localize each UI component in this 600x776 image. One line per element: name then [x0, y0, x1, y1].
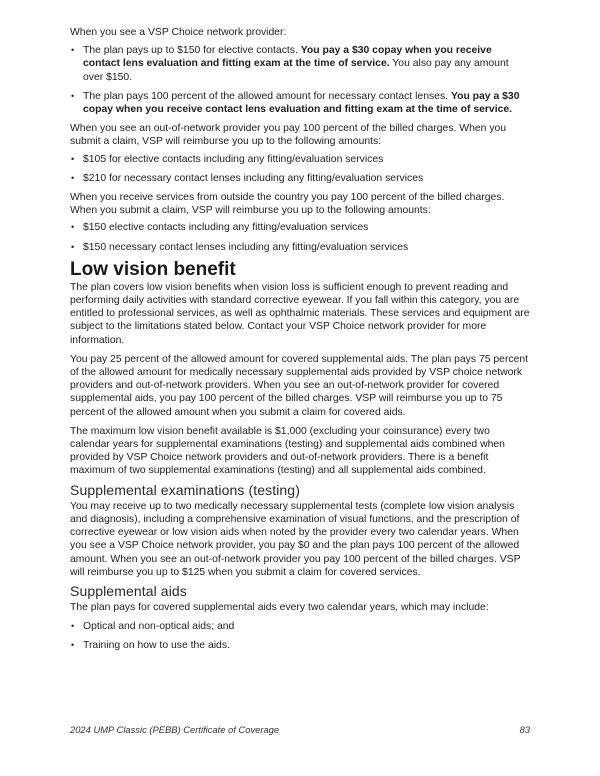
network-bullet-list [70, 44, 530, 116]
list-item: • Training on how to use the aids. [70, 639, 530, 652]
supplemental-aids-paragraph: The plan pays for covered supplemental aids every two calendar years, which may include: [70, 601, 489, 613]
list-item: • $210 for necessary contact lenses including any fitting/evaluation services [70, 172, 530, 185]
page-footer [70, 724, 530, 735]
low-vision-paragraph: The maximum low vision benefit available is $1,000 (excluding your coinsurance) every two calendar years for supplemental examinations (testing) and supplemental aids combined when provided by VSP Choice network providers and out-of-network providers. There is a benefit maximum of two supplemental examinations (testing) and all supplemental aids combined. [70, 425, 505, 477]
outside-country-intro: When you receive services from outside the country you pay 100 percent of the billed charges. When you submit a claim, VSP will reimburse you up to the following amounts: [70, 192, 505, 217]
list-item: • The plan pays 100 percent of the allowed amount for necessary contact lenses. You pay a $30 copay when you receive contact lens evaluation and fitting exam at the time of service. [70, 90, 530, 116]
supplemental-exams-paragraph: You may receive up to two medically necessary supplemental tests (complete low vision analysis and diagnosis), including a comprehensive examination of visual functions, and the prescription of corrective eyewear or low vision aids when noted by the provider every two calendar years. When you see a VSP Choice network provider, you pay $0 and the plan pays 100 percent of the allowed amount. When you see an out-of-network provider you pay 100 percent of the billed charges. VSP will reimburse you up to $125 when you submit a claim for covered services. [70, 500, 521, 578]
outside-country-bullet-list [70, 221, 530, 253]
intro-text: When you see a VSP Choice network provider: [70, 27, 287, 38]
out-of-network-bullet-list [70, 153, 530, 185]
page-number: 83 [519, 724, 530, 735]
low-vision-paragraph: You pay 25 percent of the allowed amount for covered supplemental aids. The plan pays 75 percent of the allowed amount for medically necessary supplemental aids provided by VSP choice network providers and out-of-network providers. When you see an out-of-network provider for covered supplemental aids, you pay 100 percent of the billed charges. VSP will reimburse you up to 75 percent of the allowed amount when you submit a claim for covered aids. [70, 353, 529, 418]
out-of-network-intro: When you see an out-of-network provider you pay 100 percent of the billed charges. When you submit a claim, VSP will reimburse you up to the following amounts: [70, 123, 507, 148]
low-vision-heading: Low vision benefit [70, 258, 236, 280]
list-item: • $150 elective contacts including any fitting/evaluation services [70, 221, 530, 234]
list-item: • $105 for elective contacts including any fitting/evaluation services [70, 153, 530, 166]
footer-title: 2024 UMP Classic (PEBB) Certificate of Coverage [70, 724, 280, 735]
supplemental-aids-bullet-list [70, 620, 530, 652]
supplemental-exams-heading: Supplemental examinations (testing) [70, 481, 300, 498]
list-item: • $150 necessary contact lenses including any fitting/evaluation services [70, 241, 530, 254]
list-item: • The plan pays up to $150 for elective contacts. You pay a $30 copay when you receive contact lens evaluation and fitting exam at the time of service. You also pay any amount over $150. [70, 44, 530, 84]
document-page [70, 26, 530, 659]
supplemental-aids-heading: Supplemental aids [70, 582, 187, 599]
list-item: • Optical and non-optical aids; and [70, 620, 530, 633]
low-vision-paragraph: The plan covers low vision benefits when vision loss is sufficient enough to prevent reading and performing daily activities with standard corrective eyewear. If you fall within this category, you are entitled to professional services, as well as ophthalmic materials. These services and equipment are subject to the limitations stated below. Contact your VSP Choice network provider for more information. [70, 281, 530, 346]
